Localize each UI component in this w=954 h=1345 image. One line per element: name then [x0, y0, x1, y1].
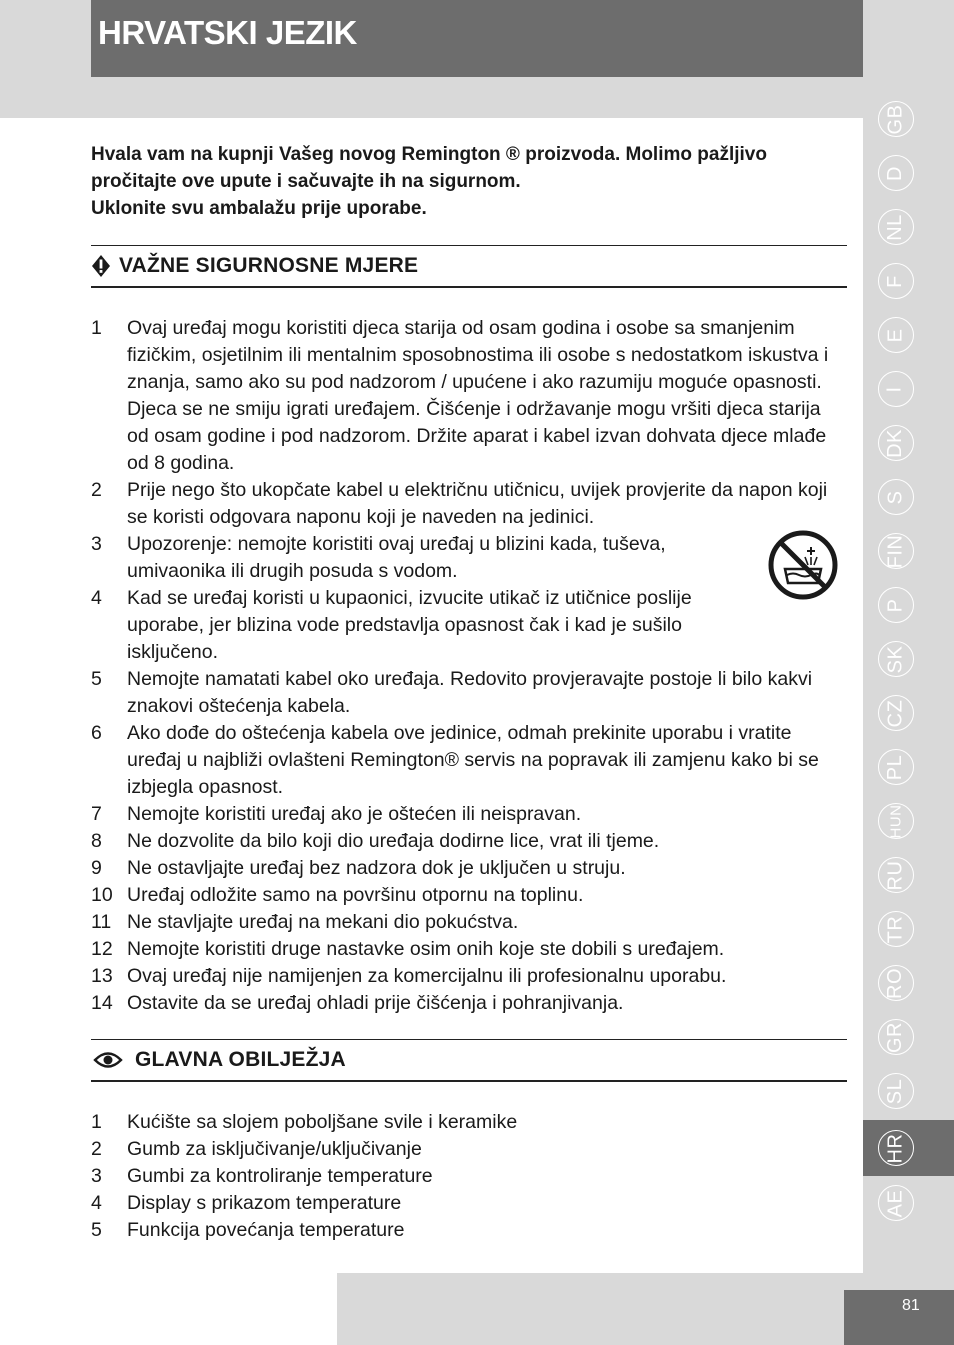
lang-tab-label: E: [884, 328, 906, 342]
item-number: 4: [91, 1192, 102, 1214]
lang-tab-dk[interactable]: [863, 416, 954, 470]
lang-tab-label: AE: [884, 1189, 906, 1217]
list-item: [91, 882, 843, 909]
bottom-white-area: [0, 1273, 337, 1345]
list-item: [91, 963, 843, 990]
lang-tab-label: HR: [883, 1133, 906, 1163]
warning-exclamation-icon: [91, 254, 111, 278]
lang-tab-label: GB: [884, 104, 906, 134]
list-item: [91, 1136, 791, 1163]
item-text: Ne dozvolite da bilo koji dio uređaja dodirne lice, vrat ili tjeme.: [127, 830, 660, 852]
lang-tab-pl[interactable]: [863, 740, 954, 794]
item-number: 11: [91, 911, 112, 933]
list-item: [91, 801, 843, 828]
lang-tab-gr[interactable]: [863, 1010, 954, 1064]
intro-line-2: Uklonite svu ambalažu prije uporabe.: [91, 198, 427, 219]
list-item: [91, 585, 843, 666]
item-text: Ne stavljajte uređaj na mekani dio pokućstva.: [127, 911, 519, 933]
item-text: Kad se uređaj koristi u kupaonici, izvucite utikač iz utičnice poslije uporabe, jer blizina vode predstavlja opasnost čak i kad je sušilo isključeno.: [127, 587, 692, 663]
no-shower-bath-icon: [767, 529, 839, 601]
item-number: 13: [91, 965, 113, 987]
item-text: Ovaj uređaj nije namijenjen za komercijalnu ili profesionalnu uporabu.: [127, 965, 727, 987]
item-number: 3: [91, 1165, 102, 1187]
item-text: Gumb za isključivanje/uključivanje: [127, 1138, 422, 1160]
list-item: [91, 666, 843, 720]
list-item: [91, 315, 843, 477]
page-title: HRVATSKI JEZIK: [98, 14, 357, 51]
item-text: Ovaj uređaj mogu koristiti djeca starija od osam godina i osobe sa smanjenim fizičkim, osjetilnim ili mentalnim sposobnostima ili osobe s nedostatkom iskustva i znanja, samo ako su pod nadzorom / upućene i ako razumiju moguće opasnosti. Djeca se ne smiju igrati uređajem. Čišćenje i održavanje mogu vršiti djeca starija od osam godine i pod nadzorom. Držite aparat i kabel izvan dohvata djece mlađe od 8 godina.: [127, 317, 829, 474]
list-item: [91, 531, 843, 585]
item-number: 12: [91, 938, 113, 960]
item-number: 1: [91, 317, 102, 339]
features-section-heading: [91, 1039, 847, 1082]
lang-tab-label: GR: [884, 1021, 906, 1053]
lang-tab-tr[interactable]: [863, 902, 954, 956]
list-item: [91, 909, 843, 936]
lang-tab-nl[interactable]: [863, 200, 954, 254]
lang-tab-label: S: [884, 490, 906, 504]
lang-tab-label: TR: [883, 915, 906, 943]
lang-tab-ru[interactable]: [863, 848, 954, 902]
intro-line-1: Hvala vam na kupnji Vašeg novog Remington ® proizvoda. Molimo pažljivo pročitajte ove upute i sačuvajte ih na sigurnom.: [91, 144, 767, 192]
lang-tab-label: NL: [883, 213, 906, 241]
item-number: 1: [91, 1111, 102, 1133]
lang-tab-label: SK: [884, 645, 906, 673]
item-text: Upozorenje: nemojte koristiti ovaj uređaj u blizini kada, tuševa, umivaonika ili drugih posuda s vodom.: [127, 533, 666, 582]
item-text: Kućište sa slojem poboljšane svile i keramike: [127, 1111, 518, 1133]
lang-tab-f[interactable]: [863, 254, 954, 308]
lang-tab-p[interactable]: [863, 578, 954, 632]
item-number: 4: [91, 587, 102, 609]
item-text: Ako dođe do oštećenja kabela ove jedinice, odmah prekinite uporabu i vratite uređaj u najbliži ovlašteni Remington® servis na popravak ili zamjenu kako bi se izbjegla opasnost.: [127, 722, 819, 798]
lang-tab-label: DK: [883, 428, 906, 458]
item-text: Nemojte koristiti druge nastavke osim onih koje ste dobili s uređajem.: [127, 938, 725, 960]
page-number-box: [844, 1290, 954, 1345]
item-text: Funkcija povećanja temperature: [127, 1219, 405, 1241]
intro-text: [91, 141, 851, 222]
item-number: 2: [91, 1138, 102, 1160]
lang-tab-e[interactable]: [863, 308, 954, 362]
list-item: [91, 990, 843, 1017]
item-number: 3: [91, 533, 102, 555]
item-number: 14: [91, 992, 113, 1014]
lang-tab-label: D: [883, 165, 906, 181]
safety-section-heading: [91, 245, 847, 288]
lang-tab-i[interactable]: [863, 362, 954, 416]
lang-tab-ae[interactable]: [863, 1176, 954, 1230]
lang-tab-label: HUN: [887, 804, 904, 838]
lang-tab-d[interactable]: [863, 146, 954, 200]
lang-tab-label: CZ: [883, 699, 906, 727]
item-text: Gumbi za kontroliranje temperature: [127, 1165, 433, 1187]
lang-tab-hun[interactable]: [863, 794, 954, 848]
lang-tab-label: FIN: [884, 534, 906, 568]
lang-tab-fin[interactable]: [863, 524, 954, 578]
list-item: [91, 720, 843, 801]
lang-tab-s[interactable]: [863, 470, 954, 524]
safety-section-title: VAŽNE SIGURNOSNE MJERE: [119, 254, 419, 277]
lang-tab-cz[interactable]: [863, 686, 954, 740]
features-list: [91, 1109, 791, 1244]
list-item: [91, 828, 843, 855]
item-text: Nemojte koristiti uređaj ako je oštećen ili neispravan.: [127, 803, 582, 825]
item-number: 6: [91, 722, 102, 744]
item-text: Nemojte namatati kabel oko uređaja. Redovito provjeravajte postoje li bilo kakvi znakovi oštećenja kabela.: [127, 668, 813, 717]
lang-tab-label: F: [884, 274, 906, 288]
item-number: 8: [91, 830, 102, 852]
item-text: Display s prikazom temperature: [127, 1192, 402, 1214]
list-item: [91, 477, 843, 531]
list-item: [91, 1109, 791, 1136]
lang-tab-sk[interactable]: [863, 632, 954, 686]
features-section-title: GLAVNA OBILJEŽJA: [135, 1048, 346, 1071]
safety-list: [91, 315, 843, 1017]
lang-tab-label: SL: [884, 1078, 906, 1104]
item-text: Uređaj odložite samo na površinu otpornu na toplinu.: [127, 884, 584, 906]
item-number: 10: [91, 884, 113, 906]
item-text: Prije nego što ukopčate kabel u električnu utičnicu, uvijek provjerite da napon koji se koristi odgovara naponu koji je naveden na jedinici.: [127, 479, 828, 528]
lang-tab-ro[interactable]: [863, 956, 954, 1010]
lang-tab-label: I: [884, 385, 906, 393]
list-item: [91, 1163, 791, 1190]
lang-tab-label: P: [884, 598, 906, 612]
list-item: [91, 1217, 791, 1244]
lang-tab-label: RO: [884, 967, 906, 999]
list-item: [91, 1190, 791, 1217]
lang-tab-label: RU: [883, 860, 906, 890]
item-number: 2: [91, 479, 102, 501]
lang-tab-sl[interactable]: [863, 1064, 954, 1118]
eye-icon: [93, 1049, 123, 1071]
list-item: [91, 936, 843, 963]
list-item: [91, 855, 843, 882]
item-number: 5: [91, 668, 102, 690]
item-number: 7: [91, 803, 102, 825]
page-number: 81: [902, 1297, 920, 1314]
item-text: Ne ostavljajte uređaj bez nadzora dok je uključen u struju.: [127, 857, 626, 879]
item-number: 9: [91, 857, 102, 879]
lang-tab-hr[interactable]: [863, 1120, 954, 1176]
item-text: Ostavite da se uređaj ohladi prije čišćenja i pohranjivanja.: [127, 992, 624, 1014]
language-tabs: [863, 92, 954, 1242]
item-number: 5: [91, 1219, 102, 1241]
lang-tab-label: PL: [884, 754, 906, 780]
lang-tab-gb[interactable]: [863, 92, 954, 146]
